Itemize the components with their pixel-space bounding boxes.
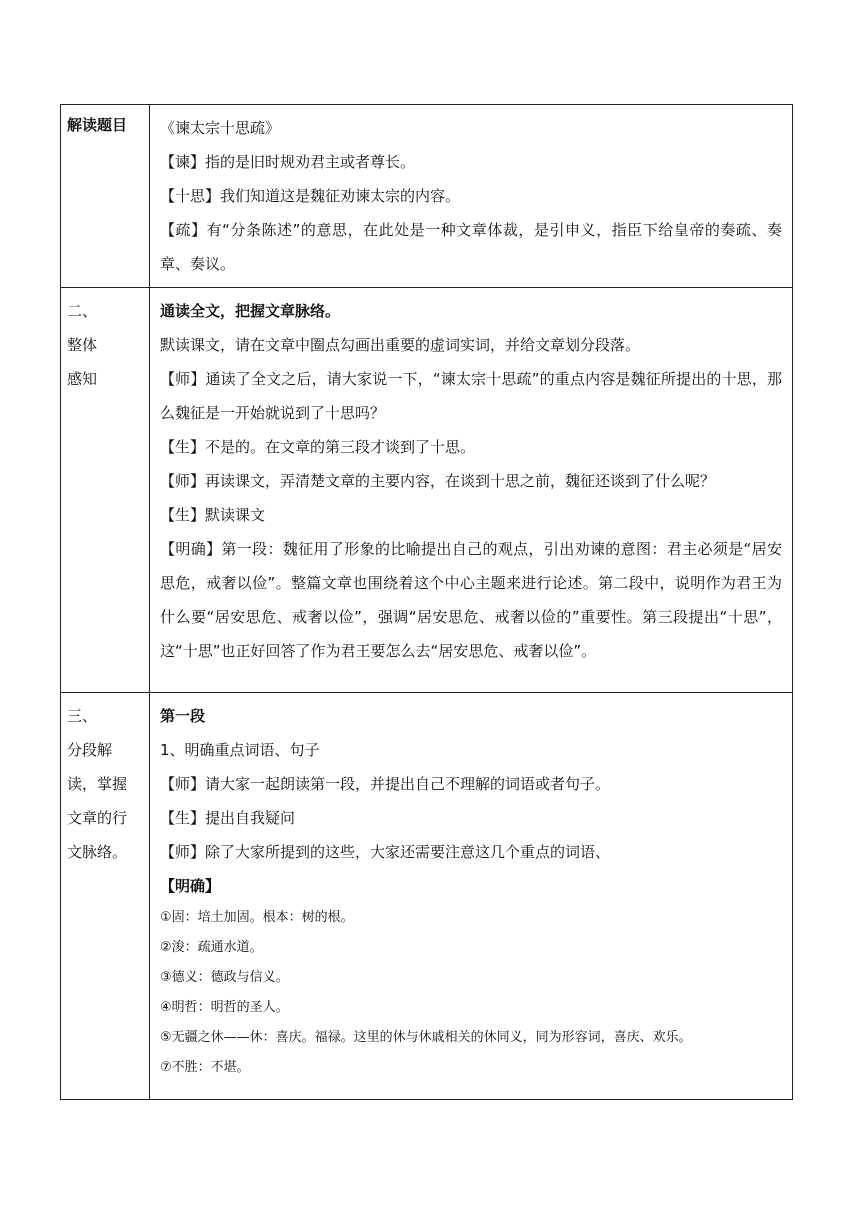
vocab-note: ⑦不胜：不堪。 — [160, 1060, 250, 1075]
content-line: 【生】默读课文 — [160, 506, 266, 524]
section-title-line: 分段解 — [67, 741, 113, 759]
content-line: 【生】提出自我疑问 — [160, 809, 296, 827]
content-line: 《谏太宗十思疏》 — [160, 119, 281, 137]
content-paragraph: 【师】通读了全文之后，请大家说一下，“谏太宗十思疏”的重点内容是魏征所提出的十思，那么魏征是一开始就说到了十思吗？ — [160, 370, 782, 422]
section-content-cell — [150, 288, 793, 693]
section-title-line: 文章的行 — [67, 809, 128, 827]
section-content-cell — [150, 105, 793, 288]
content-line: 【师】除了大家所提到的这些，大家还需要注意这几个重点的词语、 — [160, 843, 611, 861]
section-heading: 第一段 — [160, 707, 206, 725]
lesson-plan-table — [60, 104, 793, 1100]
section-title: 解读题目 — [67, 116, 128, 134]
section-title-line: 文脉络。 — [67, 843, 128, 861]
content-line: 默读课文，请在文章中圈点勾画出重要的虚词实词，并给文章划分段落。 — [160, 336, 641, 354]
content-line: 【谏】指的是旧时规劝君主或者尊长。 — [160, 153, 416, 171]
section-title-line: 整体 — [67, 336, 98, 354]
section-title-cell — [61, 288, 150, 693]
content-line: 【师】请大家一起朗读第一段，并提出自己不理解的词语或者句子。 — [160, 775, 611, 793]
mingque-label: 【明确】 — [160, 877, 221, 895]
section-heading: 通读全文，把握文章脉络。 — [160, 302, 341, 320]
content-line: 【生】不是的。在文章的第三段才谈到了十思。 — [160, 438, 476, 456]
section-title-line: 感知 — [67, 370, 98, 388]
content-paragraph: 【明确】第一段：魏征用了形象的比喻提出自己的观点，引出劝谏的意图：君主必须是“居安思危，戒奢以俭”。整篇文章也围绕着这个中心主题来进行论述。第二段中，说明作为君王为什么要“居安思危、戒奢以俭”，强调“居安思危、戒奢以俭的”重要性。第三段提出“十思”，这“十思”也正好回答了作为君王要怎么去“居安思危、戒奢以俭”。 — [160, 540, 782, 660]
section-number: 三、 — [67, 707, 98, 725]
section-title-line: 读，掌握 — [67, 775, 128, 793]
section-number: 二、 — [67, 302, 98, 320]
content-line: 【师】再读课文，弄清楚文章的主要内容，在谈到十思之前，魏征还谈到了什么呢？ — [160, 472, 716, 490]
section-title-cell — [61, 693, 150, 1100]
vocab-note: ③德义：德政与信义。 — [160, 970, 289, 985]
vocab-note: ②浚：疏通水道。 — [160, 940, 263, 955]
vocab-note: ①固：培土加固。根本：树的根。 — [160, 910, 354, 925]
content-paragraph: 【疏】有“分条陈述”的意思，在此处是一种文章体裁，是引申义，指臣下给皇帝的奏疏、奏章、奏议。 — [160, 221, 782, 273]
content-line: 1、明确重点词语、句子 — [160, 741, 320, 759]
section-title-cell — [61, 105, 150, 288]
vocab-note: ⑤无疆之休——休：喜庆。福禄。这里的休与休戚相关的休同义，同为形容词，喜庆、欢乐。 — [160, 1030, 692, 1045]
content-line: 【十思】我们知道这是魏征劝谏太宗的内容。 — [160, 187, 461, 205]
section-content-cell — [150, 693, 793, 1100]
table-row — [61, 288, 793, 693]
table-row — [61, 105, 793, 288]
vocab-note: ④明哲：明哲的圣人。 — [160, 1000, 289, 1015]
table-row — [61, 693, 793, 1100]
